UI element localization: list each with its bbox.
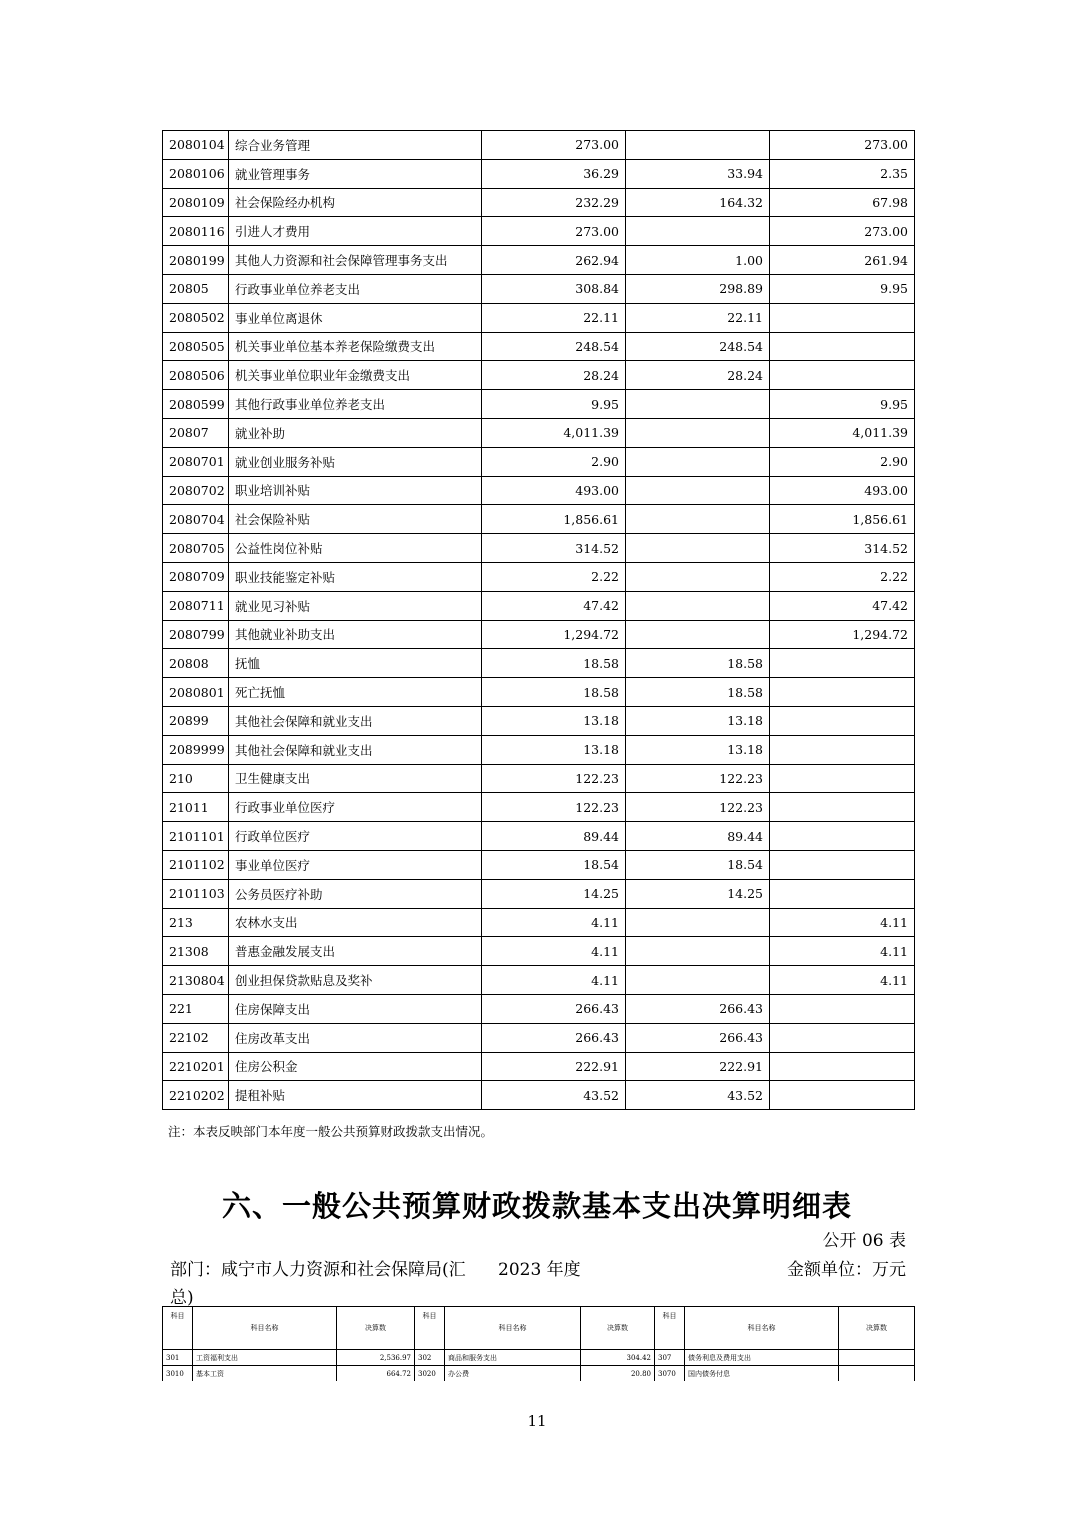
row-name: 机关事业单位职业年金缴费支出: [229, 361, 482, 390]
row-name: 引进人才费用: [229, 217, 482, 246]
row-total: 4.11: [482, 966, 626, 995]
row-name: 农林水支出: [229, 908, 482, 937]
row-code: 2080104: [163, 131, 229, 160]
detail-cell: 基本工资: [193, 1366, 337, 1382]
table-number: 公开 06 表: [822, 1231, 906, 1251]
row-basic: [626, 966, 770, 995]
row-project: [770, 1081, 915, 1110]
detail-header-cell: 科目: [163, 1307, 193, 1350]
detail-header-cell: 科目: [655, 1307, 685, 1350]
row-basic: [626, 534, 770, 563]
table-row: [163, 966, 915, 995]
row-total: 248.54: [482, 332, 626, 361]
row-name: 就业创业服务补贴: [229, 447, 482, 476]
row-code: 2080801: [163, 678, 229, 707]
section-title: 六、一般公共预算财政拨款基本支出决算明细表: [221, 1189, 852, 1223]
row-code: 20899: [163, 706, 229, 735]
detail-table-clip: [160, 1306, 920, 1381]
row-total: 4.11: [482, 908, 626, 937]
table-row: [163, 188, 915, 217]
row-project: [770, 649, 915, 678]
row-name: 其他社会保障和就业支出: [229, 735, 482, 764]
row-code: 2101102: [163, 850, 229, 879]
row-basic: [626, 131, 770, 160]
detail-header-cell: 科目: [415, 1307, 445, 1350]
row-code: 20808: [163, 649, 229, 678]
table-row: [163, 159, 915, 188]
row-code: 2080199: [163, 246, 229, 275]
row-code: 210: [163, 764, 229, 793]
row-code: 221: [163, 994, 229, 1023]
detail-cell: [839, 1366, 915, 1382]
row-code: 2101101: [163, 822, 229, 851]
row-project: 9.95: [770, 390, 915, 419]
row-basic: 18.54: [626, 850, 770, 879]
table-row: [163, 850, 915, 879]
row-total: 18.54: [482, 850, 626, 879]
row-basic: 1.00: [626, 246, 770, 275]
row-basic: 222.91: [626, 1052, 770, 1081]
row-code: 2080705: [163, 534, 229, 563]
table-row: [163, 937, 915, 966]
row-name: 创业担保贷款贴息及奖补: [229, 966, 482, 995]
detail-header-cell: 科目名称: [445, 1307, 581, 1350]
row-total: 266.43: [482, 994, 626, 1023]
row-basic: [626, 937, 770, 966]
row-code: 2210202: [163, 1081, 229, 1110]
row-basic: [626, 476, 770, 505]
row-code: 2080109: [163, 188, 229, 217]
basic-expenditure-detail-table: [162, 1306, 915, 1381]
row-project: 261.94: [770, 246, 915, 275]
row-basic: 266.43: [626, 1023, 770, 1052]
row-total: 2.22: [482, 562, 626, 591]
detail-cell: 国内债务付息: [685, 1366, 839, 1382]
row-code: 22102: [163, 1023, 229, 1052]
row-name: 事业单位医疗: [229, 850, 482, 879]
row-name: 就业见习补贴: [229, 591, 482, 620]
row-total: 273.00: [482, 131, 626, 160]
table-row: [163, 706, 915, 735]
row-project: [770, 1052, 915, 1081]
row-total: 22.11: [482, 303, 626, 332]
table-row: [163, 822, 915, 851]
detail-header-cell: 决算数: [581, 1307, 655, 1350]
year-label: 2023 年度: [498, 1260, 581, 1280]
table-row: [163, 1081, 915, 1110]
row-code: 2080701: [163, 447, 229, 476]
row-project: 47.42: [770, 591, 915, 620]
table-row: [163, 246, 915, 275]
detail-cell: [839, 1350, 915, 1366]
row-name: 其他社会保障和就业支出: [229, 706, 482, 735]
row-basic: 22.11: [626, 303, 770, 332]
row-project: [770, 793, 915, 822]
table-row: [163, 1023, 915, 1052]
row-code: 2080702: [163, 476, 229, 505]
table-row: [163, 505, 915, 534]
row-project: 1,294.72: [770, 620, 915, 649]
row-name: 就业管理事务: [229, 159, 482, 188]
detail-cell: 2,536.97: [337, 1350, 415, 1366]
row-basic: 14.25: [626, 879, 770, 908]
row-name: 死亡抚恤: [229, 678, 482, 707]
detail-cell: 3070: [655, 1366, 685, 1382]
row-basic: 164.32: [626, 188, 770, 217]
row-code: 2089999: [163, 735, 229, 764]
row-project: [770, 332, 915, 361]
detail-header-cell: 科目名称: [193, 1307, 337, 1350]
row-basic: [626, 620, 770, 649]
table-row: [163, 620, 915, 649]
row-name: 事业单位离退休: [229, 303, 482, 332]
detail-cell: 办公费: [445, 1366, 581, 1382]
row-code: 2080704: [163, 505, 229, 534]
detail-header-cell: 决算数: [839, 1307, 915, 1350]
detail-cell: 3010: [163, 1366, 193, 1382]
detail-cell: 307: [655, 1350, 685, 1366]
detail-row: [163, 1350, 915, 1366]
table-row: [163, 994, 915, 1023]
row-name: 行政事业单位养老支出: [229, 274, 482, 303]
row-name: 社会保险经办机构: [229, 188, 482, 217]
row-project: 2.35: [770, 159, 915, 188]
row-name: 其他行政事业单位养老支出: [229, 390, 482, 419]
row-basic: 28.24: [626, 361, 770, 390]
row-basic: [626, 562, 770, 591]
row-project: [770, 303, 915, 332]
detail-cell: 20.80: [581, 1366, 655, 1382]
row-code: 20805: [163, 274, 229, 303]
row-project: [770, 850, 915, 879]
detail-table-body: [163, 1307, 915, 1382]
row-total: 36.29: [482, 159, 626, 188]
row-name: 提租补贴: [229, 1081, 482, 1110]
row-name: 公益性岗位补贴: [229, 534, 482, 563]
row-project: 314.52: [770, 534, 915, 563]
row-total: 1,856.61: [482, 505, 626, 534]
row-project: [770, 1023, 915, 1052]
row-basic: 122.23: [626, 793, 770, 822]
row-code: 20807: [163, 418, 229, 447]
row-name: 卫生健康支出: [229, 764, 482, 793]
row-name: 其他人力资源和社会保障管理事务支出: [229, 246, 482, 275]
row-project: 273.00: [770, 217, 915, 246]
row-code: 2080709: [163, 562, 229, 591]
detail-cell: 商品和服务支出: [445, 1350, 581, 1366]
row-project: 4.11: [770, 966, 915, 995]
row-code: 213: [163, 908, 229, 937]
row-basic: 18.58: [626, 678, 770, 707]
row-name: 社会保险补贴: [229, 505, 482, 534]
row-project: 4.11: [770, 937, 915, 966]
row-total: 18.58: [482, 649, 626, 678]
row-project: [770, 735, 915, 764]
table-row: [163, 793, 915, 822]
expenditure-table: [162, 130, 915, 1110]
row-total: 89.44: [482, 822, 626, 851]
row-code: 2080116: [163, 217, 229, 246]
row-total: 262.94: [482, 246, 626, 275]
row-basic: 266.43: [626, 994, 770, 1023]
row-total: 43.52: [482, 1081, 626, 1110]
row-total: 266.43: [482, 1023, 626, 1052]
row-total: 493.00: [482, 476, 626, 505]
row-code: 2130804: [163, 966, 229, 995]
row-basic: 122.23: [626, 764, 770, 793]
row-name: 住房改革支出: [229, 1023, 482, 1052]
row-project: [770, 361, 915, 390]
row-basic: [626, 447, 770, 476]
row-total: 9.95: [482, 390, 626, 419]
row-code: 21308: [163, 937, 229, 966]
row-name: 就业补助: [229, 418, 482, 447]
row-basic: 18.58: [626, 649, 770, 678]
row-project: [770, 764, 915, 793]
row-total: 4.11: [482, 937, 626, 966]
row-total: 122.23: [482, 793, 626, 822]
row-total: 18.58: [482, 678, 626, 707]
detail-header-cell: 决算数: [337, 1307, 415, 1350]
row-project: [770, 879, 915, 908]
detail-header-row: [163, 1307, 915, 1350]
row-basic: [626, 908, 770, 937]
table-note: 注：本表反映部门本年度一般公共预算财政拨款支出情况。: [168, 1124, 494, 1139]
row-code: 2080506: [163, 361, 229, 390]
row-project: [770, 706, 915, 735]
table-row: [163, 447, 915, 476]
table-row: [163, 1052, 915, 1081]
detail-cell: 工资福利支出: [193, 1350, 337, 1366]
row-code: 2080505: [163, 332, 229, 361]
row-total: 13.18: [482, 706, 626, 735]
expenditure-table-body: [163, 131, 915, 1110]
table-row: [163, 735, 915, 764]
table-row: [163, 361, 915, 390]
detail-cell: 302: [415, 1350, 445, 1366]
row-name: 机关事业单位基本养老保险缴费支出: [229, 332, 482, 361]
row-basic: [626, 591, 770, 620]
table-row: [163, 534, 915, 563]
row-name: 公务员医疗补助: [229, 879, 482, 908]
table-row: [163, 562, 915, 591]
detail-row: [163, 1366, 915, 1382]
table-row: [163, 678, 915, 707]
row-total: 2.90: [482, 447, 626, 476]
row-code: 2080599: [163, 390, 229, 419]
row-name: 其他就业补助支出: [229, 620, 482, 649]
unit-label: 金额单位：万元: [787, 1260, 906, 1280]
table-row: [163, 131, 915, 160]
detail-cell: 3020: [415, 1366, 445, 1382]
table-row: [163, 908, 915, 937]
row-total: 232.29: [482, 188, 626, 217]
row-total: 308.84: [482, 274, 626, 303]
row-name: 住房保障支出: [229, 994, 482, 1023]
page-number: 11: [527, 1412, 547, 1430]
row-name: 行政事业单位医疗: [229, 793, 482, 822]
row-total: 1,294.72: [482, 620, 626, 649]
row-total: 314.52: [482, 534, 626, 563]
row-project: 4,011.39: [770, 418, 915, 447]
table-row: [163, 591, 915, 620]
row-name: 综合业务管理: [229, 131, 482, 160]
row-project: [770, 994, 915, 1023]
row-project: 67.98: [770, 188, 915, 217]
row-code: 2210201: [163, 1052, 229, 1081]
detail-cell: 301: [163, 1350, 193, 1366]
row-total: 13.18: [482, 735, 626, 764]
row-project: 4.11: [770, 908, 915, 937]
row-basic: 13.18: [626, 735, 770, 764]
detail-header-cell: 科目名称: [685, 1307, 839, 1350]
table-row: [163, 879, 915, 908]
row-project: 2.22: [770, 562, 915, 591]
table-row: [163, 418, 915, 447]
row-name: 职业培训补贴: [229, 476, 482, 505]
row-name: 行政单位医疗: [229, 822, 482, 851]
table-row: [163, 390, 915, 419]
row-code: 2101103: [163, 879, 229, 908]
row-code: 21011: [163, 793, 229, 822]
table-row: [163, 303, 915, 332]
row-total: 122.23: [482, 764, 626, 793]
detail-cell: 664.72: [337, 1366, 415, 1382]
row-project: 9.95: [770, 274, 915, 303]
department-label: 部门：咸宁市人力资源和社会保障局(汇总): [170, 1260, 466, 1308]
row-total: 14.25: [482, 879, 626, 908]
row-code: 2080502: [163, 303, 229, 332]
row-project: 273.00: [770, 131, 915, 160]
table-row: [163, 217, 915, 246]
detail-cell: 304.42: [581, 1350, 655, 1366]
row-project: 2.90: [770, 447, 915, 476]
row-total: 222.91: [482, 1052, 626, 1081]
row-project: [770, 822, 915, 851]
detail-cell: 债务利息及费用支出: [685, 1350, 839, 1366]
row-total: 273.00: [482, 217, 626, 246]
row-basic: 43.52: [626, 1081, 770, 1110]
row-code: 2080711: [163, 591, 229, 620]
row-basic: [626, 418, 770, 447]
row-basic: [626, 390, 770, 419]
table-row: [163, 649, 915, 678]
table-row: [163, 332, 915, 361]
row-code: 2080799: [163, 620, 229, 649]
row-name: 住房公积金: [229, 1052, 482, 1081]
row-basic: 248.54: [626, 332, 770, 361]
row-basic: [626, 217, 770, 246]
row-project: 493.00: [770, 476, 915, 505]
row-basic: 89.44: [626, 822, 770, 851]
row-basic: 298.89: [626, 274, 770, 303]
row-total: 47.42: [482, 591, 626, 620]
row-basic: [626, 505, 770, 534]
row-name: 抚恤: [229, 649, 482, 678]
row-basic: 13.18: [626, 706, 770, 735]
row-project: [770, 678, 915, 707]
table-row: [163, 476, 915, 505]
row-basic: 33.94: [626, 159, 770, 188]
row-total: 4,011.39: [482, 418, 626, 447]
row-name: 职业技能鉴定补贴: [229, 562, 482, 591]
row-total: 28.24: [482, 361, 626, 390]
table-row: [163, 274, 915, 303]
row-code: 2080106: [163, 159, 229, 188]
table-row: [163, 764, 915, 793]
row-project: 1,856.61: [770, 505, 915, 534]
row-name: 普惠金融发展支出: [229, 937, 482, 966]
